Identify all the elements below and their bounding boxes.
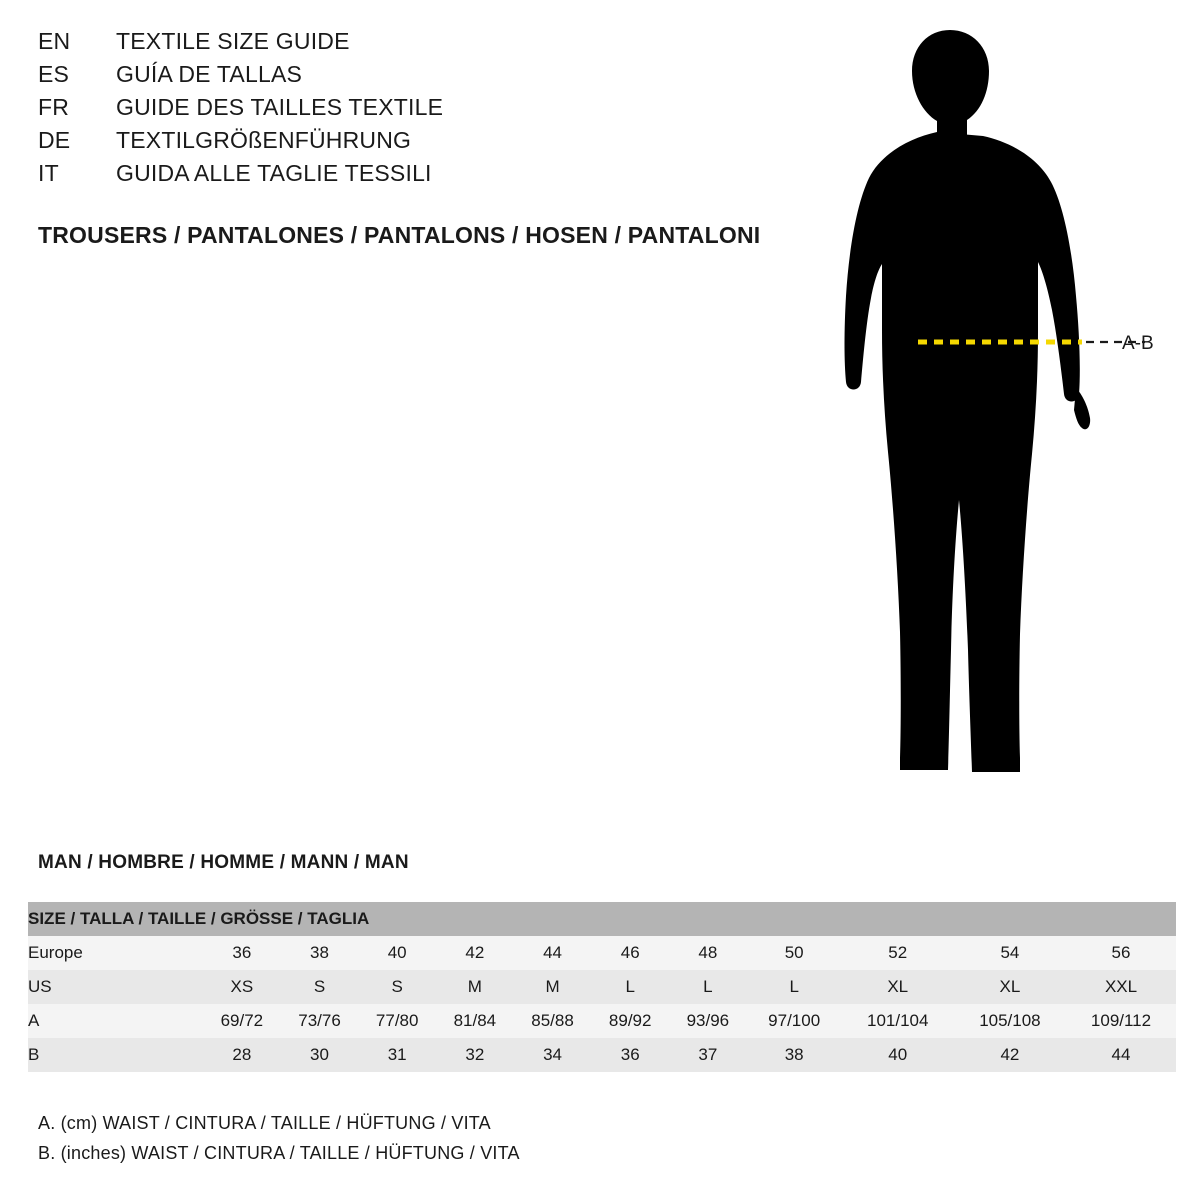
table-cell: 48 — [669, 936, 747, 970]
language-title: GUIDA ALLE TAGLIE TESSILI — [116, 160, 432, 186]
language-row-es — [38, 61, 818, 94]
table-cell: XXL — [1066, 970, 1176, 1004]
table-cell: 28 — [203, 1038, 281, 1072]
table-cell: 40 — [358, 936, 436, 970]
table-cell: 56 — [1066, 936, 1176, 970]
table-cell: L — [591, 970, 669, 1004]
table-cell: L — [747, 970, 842, 1004]
table-cell: S — [281, 970, 359, 1004]
table-cell: M — [436, 970, 514, 1004]
table-cell: 50 — [747, 936, 842, 970]
table-cell: XS — [203, 970, 281, 1004]
measurement-figure — [800, 20, 1200, 810]
table-cell: 73/76 — [281, 1004, 359, 1038]
table-row — [28, 1038, 1176, 1072]
table-cell: 31 — [358, 1038, 436, 1072]
male-silhouette-icon — [800, 20, 1200, 810]
table-cell: 44 — [1066, 1038, 1176, 1072]
table-cell: 109/112 — [1066, 1004, 1176, 1038]
language-code: FR — [38, 94, 70, 120]
table-cell: 105/108 — [954, 1004, 1066, 1038]
table-row — [28, 936, 1176, 970]
table-cell: XL — [954, 970, 1066, 1004]
language-code: EN — [38, 28, 71, 54]
table-cell: 81/84 — [436, 1004, 514, 1038]
table-cell: 101/104 — [842, 1004, 954, 1038]
table-header-label: SIZE / TALLA / TAILLE / GRÖSSE / TAGLIA — [28, 902, 1176, 936]
row-label: A — [28, 1004, 203, 1038]
table-cell: 34 — [514, 1038, 592, 1072]
table-cell: 85/88 — [514, 1004, 592, 1038]
language-row-de — [38, 127, 818, 160]
measure-label-ab: A-B — [1122, 333, 1154, 354]
language-code: IT — [38, 160, 59, 186]
size-table — [28, 902, 1176, 1072]
language-header — [38, 28, 818, 193]
row-label: Europe — [28, 936, 203, 970]
table-cell: 42 — [954, 1038, 1066, 1072]
language-title: GUÍA DE TALLAS — [116, 61, 303, 87]
table-cell: 52 — [842, 936, 954, 970]
table-cell: 44 — [514, 936, 592, 970]
language-code: DE — [38, 127, 71, 153]
table-cell: 38 — [747, 1038, 842, 1072]
language-title: GUIDE DES TAILLES TEXTILE — [116, 94, 444, 120]
table-cell: M — [514, 970, 592, 1004]
table-cell: 77/80 — [358, 1004, 436, 1038]
table-cell: 36 — [203, 936, 281, 970]
language-title: TEXTILGRÖßENFÜHRUNG — [116, 127, 412, 153]
table-cell: 40 — [842, 1038, 954, 1072]
table-cell: 38 — [281, 936, 359, 970]
language-code: ES — [38, 61, 70, 87]
language-row-it — [38, 160, 818, 193]
table-cell: 46 — [591, 936, 669, 970]
table-cell: 32 — [436, 1038, 514, 1072]
table-cell: 30 — [281, 1038, 359, 1072]
language-row-en — [38, 28, 818, 61]
table-cell: 97/100 — [747, 1004, 842, 1038]
garment-type-heading: TROUSERS / PANTALONES / PANTALONS / HOSEN / PANTALONI — [38, 222, 761, 248]
table-cell: 69/72 — [203, 1004, 281, 1038]
row-label: B — [28, 1038, 203, 1072]
table-header-row — [28, 902, 1176, 936]
table-row — [28, 970, 1176, 1004]
table-cell: 37 — [669, 1038, 747, 1072]
footnotes — [38, 1108, 520, 1168]
table-cell: 89/92 — [591, 1004, 669, 1038]
table-cell: L — [669, 970, 747, 1004]
table-cell: XL — [842, 970, 954, 1004]
table-cell: 42 — [436, 936, 514, 970]
table-cell: 36 — [591, 1038, 669, 1072]
footnote-b: B. (inches) WAIST / CINTURA / TAILLE / HÜFTUNG / VITA — [38, 1143, 520, 1163]
footnote-a: A. (cm) WAIST / CINTURA / TAILLE / HÜFTUNG / VITA — [38, 1113, 491, 1133]
language-row-fr — [38, 94, 818, 127]
language-title: TEXTILE SIZE GUIDE — [116, 28, 350, 54]
table-cell: S — [358, 970, 436, 1004]
table-cell: 54 — [954, 936, 1066, 970]
table-caption: MAN / HOMBRE / HOMME / MANN / MAN — [38, 852, 409, 873]
table-cell: 93/96 — [669, 1004, 747, 1038]
table-row — [28, 1004, 1176, 1038]
row-label: US — [28, 970, 203, 1004]
